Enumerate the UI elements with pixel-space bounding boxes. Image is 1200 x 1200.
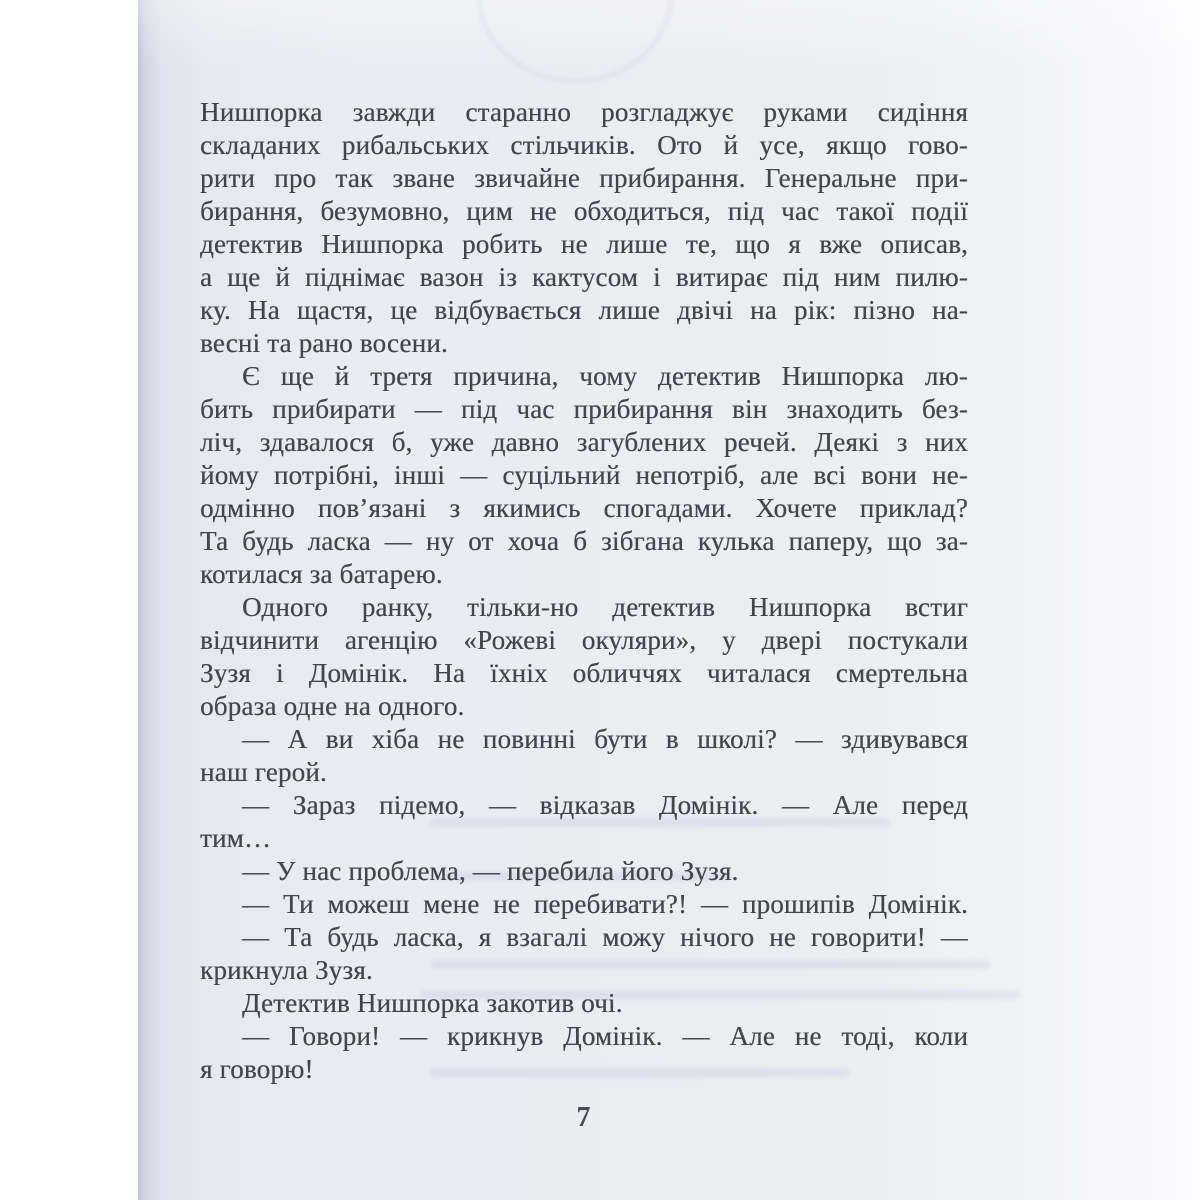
text-line: рити про так зване звичайне прибирання. Генеральне при- <box>200 163 968 193</box>
text-line: ліч, здавалося б, уже давно загублених речей. Деякі з них <box>200 427 968 457</box>
text-line: я говорю! <box>200 1054 314 1084</box>
text-line: Та будь ласка — ну от хоча б зібгана кулька паперу, що за- <box>200 526 968 556</box>
text-line: наш герой. <box>200 757 327 787</box>
text-line: — А ви хіба не повинні бути в школі? — здивувався <box>242 724 968 754</box>
paragraph <box>200 921 968 987</box>
text-line: Зузя і Домінік. На їхніх обличчях читалася смертельна <box>200 658 968 688</box>
text-line: образа одне на одного. <box>200 691 465 721</box>
paragraph <box>200 96 968 360</box>
text-line: бить прибирати — під час прибирання він знаходить без- <box>200 394 968 424</box>
book-page <box>138 0 1200 1200</box>
show-through-mark <box>478 0 672 82</box>
text-line: котилася за батарею. <box>200 559 443 589</box>
text-line: — Та будь ласка, я взагалі можу нічого не говорити! — <box>242 922 968 952</box>
text-line: складаних рибальських стільчиків. Ото й усе, якщо гово- <box>200 130 968 160</box>
page-number: 7 <box>576 1102 592 1133</box>
text-line: Одного ранку, тільки-но детектив Нишпорка встиг <box>242 592 968 622</box>
page-text <box>200 96 968 1086</box>
paragraph <box>200 723 968 789</box>
text-line: а ще й піднімає вазон із кактусом і витирає під ним пилю- <box>200 262 968 292</box>
text-line: бирання, безумовно, цим не обходиться, під час такої події <box>200 196 968 226</box>
paragraph <box>200 789 968 855</box>
text-line: крикнула Зузя. <box>200 955 373 985</box>
text-line: йому потрібні, інші — суцільний непотріб, але всі вони не- <box>200 460 968 490</box>
text-line: Є ще й третя причина, чому детектив Нишпорка лю- <box>242 361 968 391</box>
paragraph <box>200 855 968 888</box>
text-line: — Зараз підемо, — відказав Домінік. — Але перед <box>242 790 968 820</box>
text-line: ку. На щастя, це відбувається лише двічі на рік: пізно на- <box>200 295 968 325</box>
text-line: Нишпорка завжди старанно розгладжує руками сидіння <box>200 97 968 127</box>
text-line: відчинити агенцію «Рожеві окуляри», у двері постукали <box>200 625 968 655</box>
text-line: Детектив Нишпорка закотив очі. <box>242 988 623 1018</box>
paragraph <box>200 888 968 921</box>
text-line: весні та рано восени. <box>200 328 448 358</box>
text-line: детектив Нишпорка робить не лише те, що я вже описав, <box>200 229 968 259</box>
paragraph <box>200 987 968 1020</box>
text-line: — Ти можеш мене не перебивати?! — прошипів Домінік. <box>242 889 968 919</box>
text-line: — У нас проблема, — перебила його Зузя. <box>242 856 739 886</box>
paragraph <box>200 591 968 723</box>
paragraph <box>200 1020 968 1086</box>
text-line: — Говори! — крикнув Домінік. — Але не тоді, коли <box>242 1021 968 1051</box>
text-line: тим… <box>200 823 272 853</box>
paragraph <box>200 360 968 591</box>
text-line: одмінно пов’язані з якимись спогадами. Хочете приклад? <box>200 493 968 523</box>
